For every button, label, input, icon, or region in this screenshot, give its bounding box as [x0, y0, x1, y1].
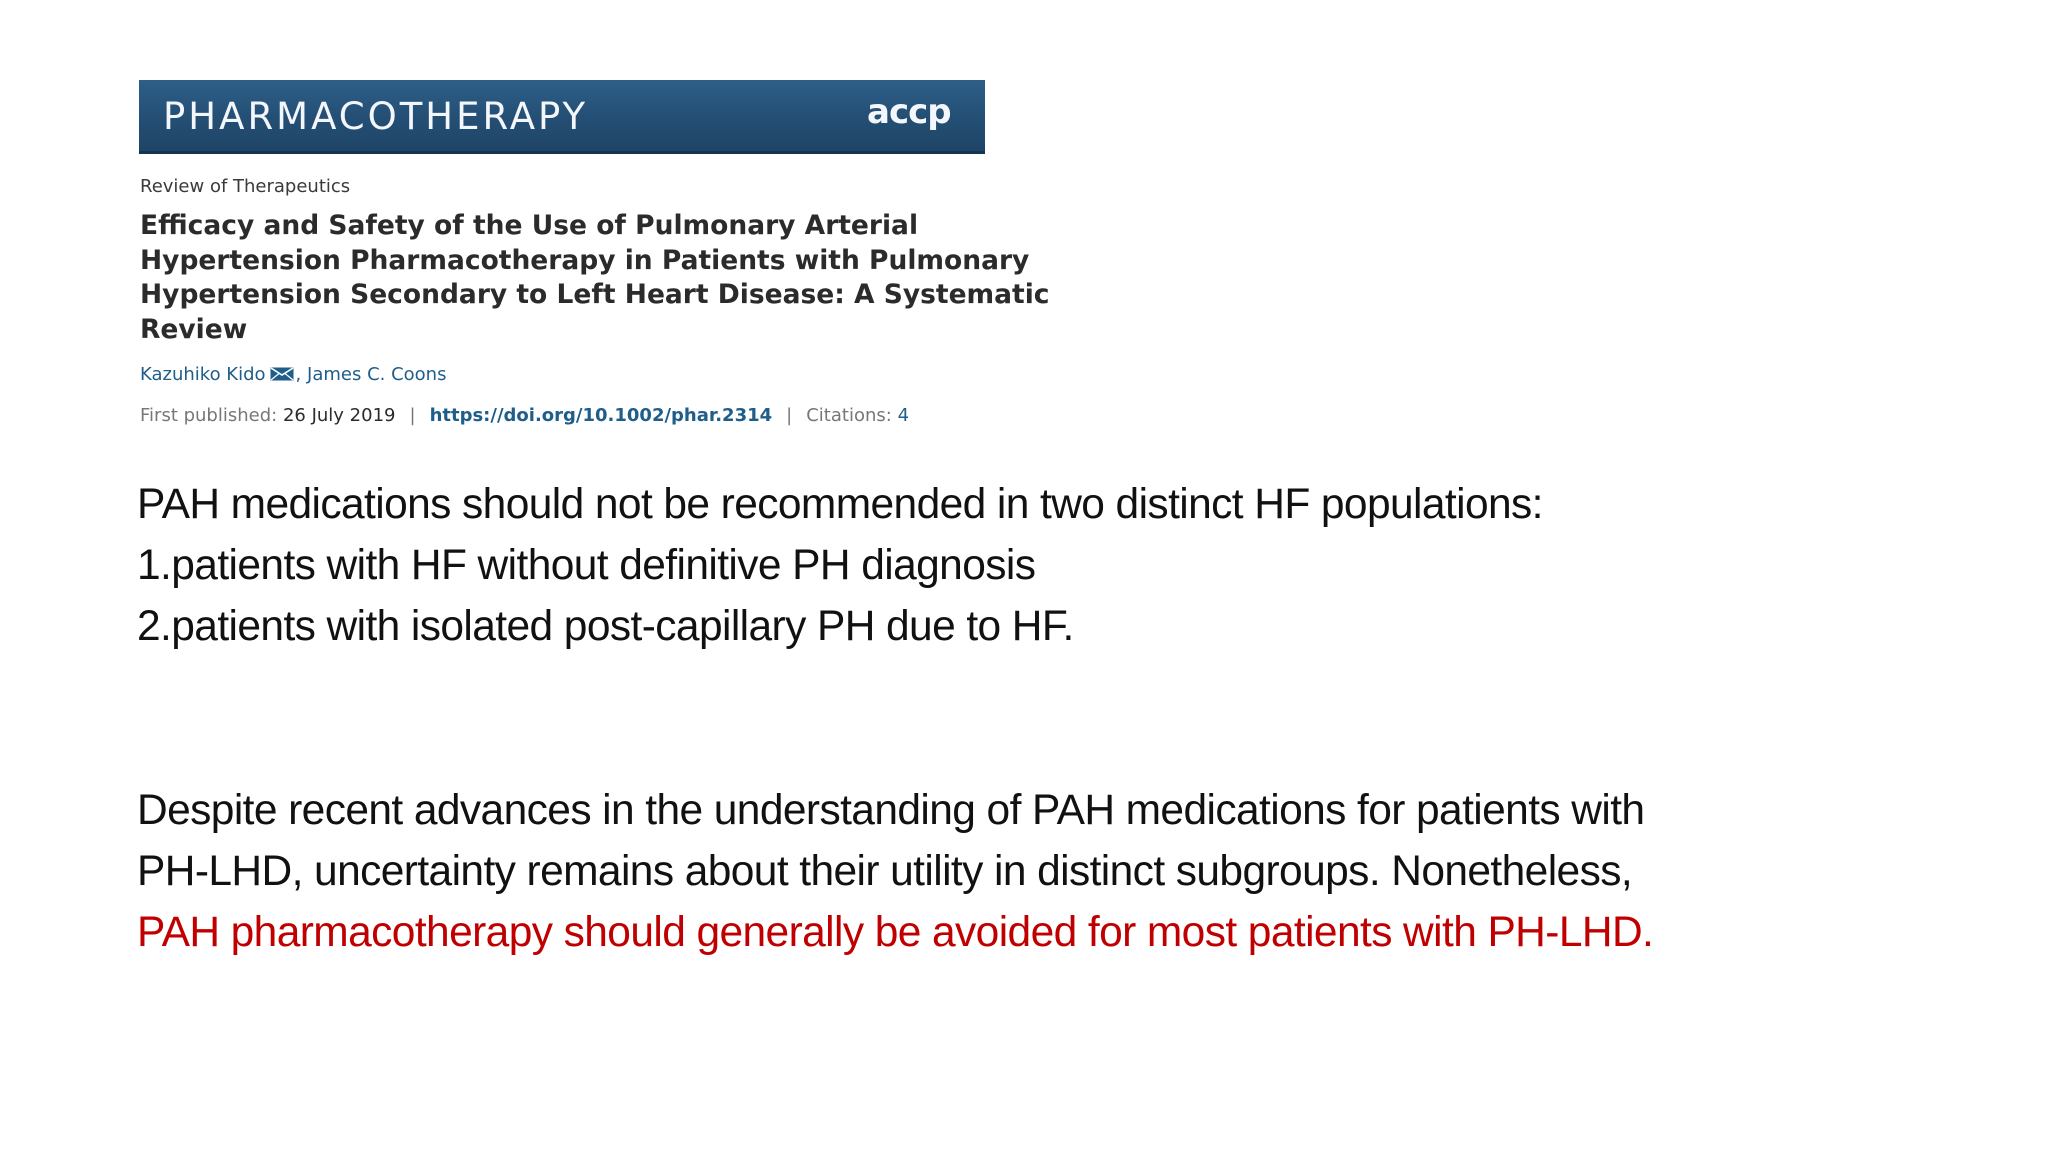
conclusion-block [137, 780, 1653, 963]
conclusion-line: Despite recent advances in the understanding of PAH medications for patients with [137, 787, 1645, 834]
journal-name: PHARMACOTHERAPY [163, 95, 589, 138]
accp-logo-text: accp [867, 92, 951, 132]
conclusion-line: PH-LHD, uncertainty remains about their utility in distinct subgroups. Nonetheless, [137, 848, 1633, 895]
author-list [140, 364, 446, 385]
divider: | [786, 405, 793, 426]
article-title-line: Hypertension Pharmacotherapy in Patients with Pulmonary [140, 244, 1030, 276]
first-published-label: First published: [140, 405, 278, 426]
envelope-icon[interactable] [270, 367, 294, 381]
citations-count[interactable]: 4 [897, 405, 910, 426]
recommendation-item: 1.patients with HF without definitive PH diagnosis [137, 542, 1036, 589]
author-separator: , [295, 364, 302, 385]
citations-label: Citations: [806, 405, 892, 426]
article-title-line: Hypertension Secondary to Left Heart Disease: A Systematic [140, 279, 1050, 310]
doi-link[interactable]: https://doi.org/10.1002/phar.2314 [429, 405, 773, 426]
publication-info [140, 405, 909, 426]
article-type: Review of Therapeutics [140, 176, 351, 197]
recommendation-block [137, 474, 1543, 657]
recommendation-heading: PAH medications should not be recommended in two distinct HF populations: [137, 481, 1543, 528]
recommendation-item: 2.patients with isolated post-capillary PH due to HF. [137, 603, 1074, 650]
article-title [140, 209, 1240, 347]
first-published-date: 26 July 2019 [282, 405, 396, 426]
article-title-line: Review [140, 313, 248, 345]
journal-banner [139, 80, 985, 154]
author-link[interactable]: Kazuhiko Kido [140, 364, 266, 385]
accp-logo [867, 92, 957, 136]
conclusion-highlight: PAH pharmacotherapy should generally be avoided for most patients with PH-LHD. [137, 909, 1654, 956]
divider: | [409, 405, 416, 426]
article-title-line: Efficacy and Safety of the Use of Pulmonary Arterial [140, 210, 919, 241]
author-link[interactable]: James C. Coons [307, 364, 447, 385]
